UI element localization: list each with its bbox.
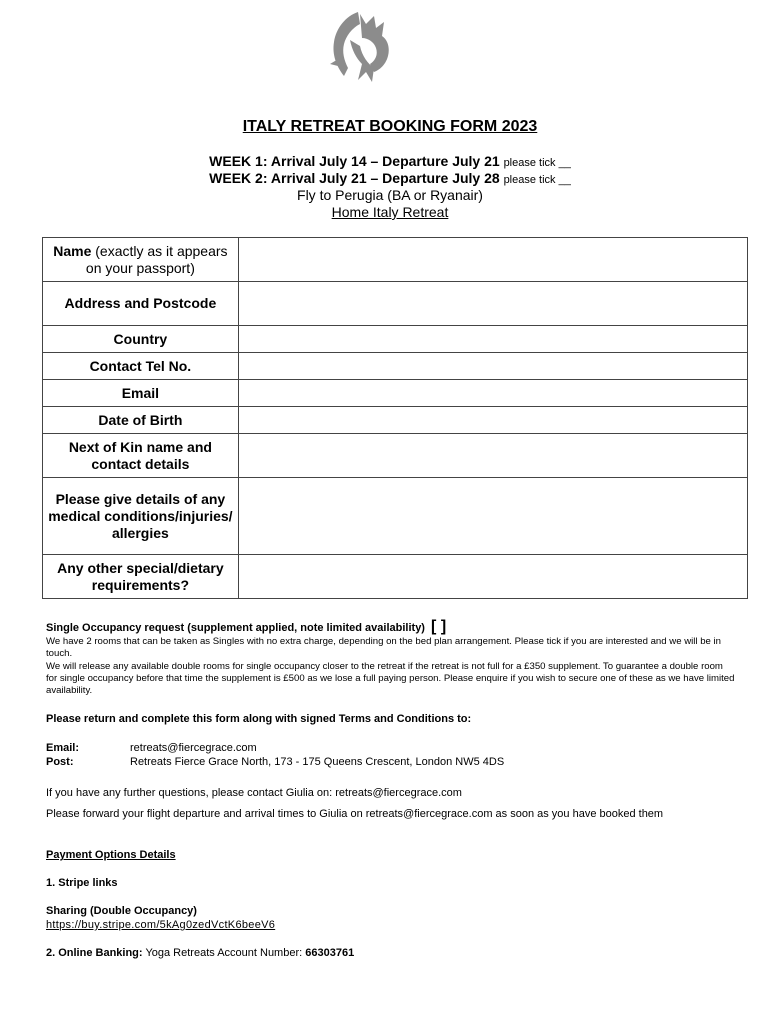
name-field[interactable] — [238, 238, 747, 282]
dob-field[interactable] — [238, 407, 747, 434]
tel-field[interactable] — [238, 353, 747, 380]
medical-field[interactable] — [238, 478, 747, 555]
sharing-label: Sharing (Double Occupancy) — [46, 905, 197, 917]
forward-text: Please forward your flight departure and arrival times to Giulia on retreats@fiercegrace.com as soon as you have booked them — [46, 808, 664, 820]
form-label-dietary: Any other special/dietary requirements? — [43, 555, 239, 599]
country-field[interactable] — [238, 326, 747, 353]
single-occupancy-para-2: We will release any available double rooms for single occupancy closer to the retreat if the retreat is not full for a £350 supplement. To guarantee a double room for single occupancy before that time the supplement is £500 as we lose a full paying person. Please enquire if you wish to secure one of these as we have limited availability. — [46, 660, 735, 697]
banking-text: Yoga Retreats Account Number: — [145, 947, 303, 959]
form-label-kin: Next of Kin name and contact details — [43, 434, 239, 478]
dietary-field[interactable] — [238, 555, 747, 599]
week-1-tick[interactable]: please tick __ — [503, 157, 571, 169]
week-2-text: WEEK 2: Arrival July 21 – Departure July 28 — [209, 170, 500, 186]
form-label-tel: Contact Tel No. — [43, 353, 239, 380]
form-label-address: Address and Postcode — [43, 282, 239, 326]
email-field[interactable] — [238, 380, 747, 407]
name-label: Name — [53, 242, 92, 259]
form-row-name — [43, 238, 748, 282]
form-label-email: Email — [43, 380, 239, 407]
address-field[interactable] — [238, 282, 747, 326]
week-2-tick[interactable]: please tick __ — [503, 174, 571, 186]
banking-label: 2. Online Banking: — [46, 947, 143, 959]
email-value[interactable]: retreats@fiercegrace.com — [130, 742, 257, 754]
booking-form-table — [42, 237, 748, 599]
form-row-email — [43, 380, 748, 407]
return-heading: Please return and complete this form along with signed Terms and Conditions to: — [46, 713, 472, 725]
form-label-name — [43, 238, 239, 282]
form-row-kin — [43, 434, 748, 478]
stripe-link-line — [46, 918, 736, 932]
form-row-medical — [43, 478, 748, 555]
wolf-head-logo-icon — [322, 10, 394, 84]
form-row-dob — [43, 407, 748, 434]
stripe-link[interactable]: https://buy.stripe.com/5kAg0zedVctK6beeV6 — [46, 919, 276, 931]
form-label-country: Country — [43, 326, 239, 353]
post-label: Post: — [46, 756, 74, 768]
name-note: (exactly as it appears on your passport) — [85, 242, 228, 276]
post-value: Retreats Fierce Grace North, 173 - 175 Queens Crescent, London NW5 4DS — [130, 756, 505, 768]
payment-item-stripe: 1. Stripe links — [46, 877, 118, 889]
week-1-text: WEEK 1: Arrival July 14 – Departure July 21 — [209, 153, 500, 169]
email-line — [46, 741, 736, 755]
form-row-address — [43, 282, 748, 326]
form-row-country — [43, 326, 748, 353]
form-row-tel — [43, 353, 748, 380]
email-label: Email: — [46, 742, 80, 754]
single-occupancy-heading — [46, 618, 736, 636]
week-1-line — [0, 153, 770, 169]
account-number: 66303761 — [305, 947, 355, 959]
venue-name: Home Italy Retreat — [331, 204, 449, 220]
form-label-dob: Date of Birth — [43, 407, 239, 434]
questions-text: If you have any further questions, please contact Giulia on: retreats@fiercegrace.com — [46, 787, 462, 799]
post-line — [46, 755, 736, 769]
flight-info: Fly to Perugia (BA or Ryanair) — [297, 187, 483, 203]
form-label-medical: Please give details of any medical conditions/injuries/ allergies — [43, 478, 239, 555]
kin-field[interactable] — [238, 434, 747, 478]
week-2-line — [0, 170, 770, 186]
single-occupancy-text: Single Occupancy request (supplement applied, note limited availability) — [46, 622, 425, 634]
payment-item-banking — [46, 946, 736, 960]
form-row-dietary — [43, 555, 748, 599]
single-occupancy-checkbox[interactable]: [ ] — [431, 618, 447, 635]
payment-heading: Payment Options Details — [46, 849, 176, 861]
single-occupancy-section — [46, 618, 736, 697]
single-occupancy-para-1: We have 2 rooms that can be taken as Singles with no extra charge, depending on the bed plan arrangement. Please tick if you are interested and we will be in touch. — [46, 636, 721, 660]
page-title: ITALY RETREAT BOOKING FORM 2023 — [242, 118, 538, 135]
